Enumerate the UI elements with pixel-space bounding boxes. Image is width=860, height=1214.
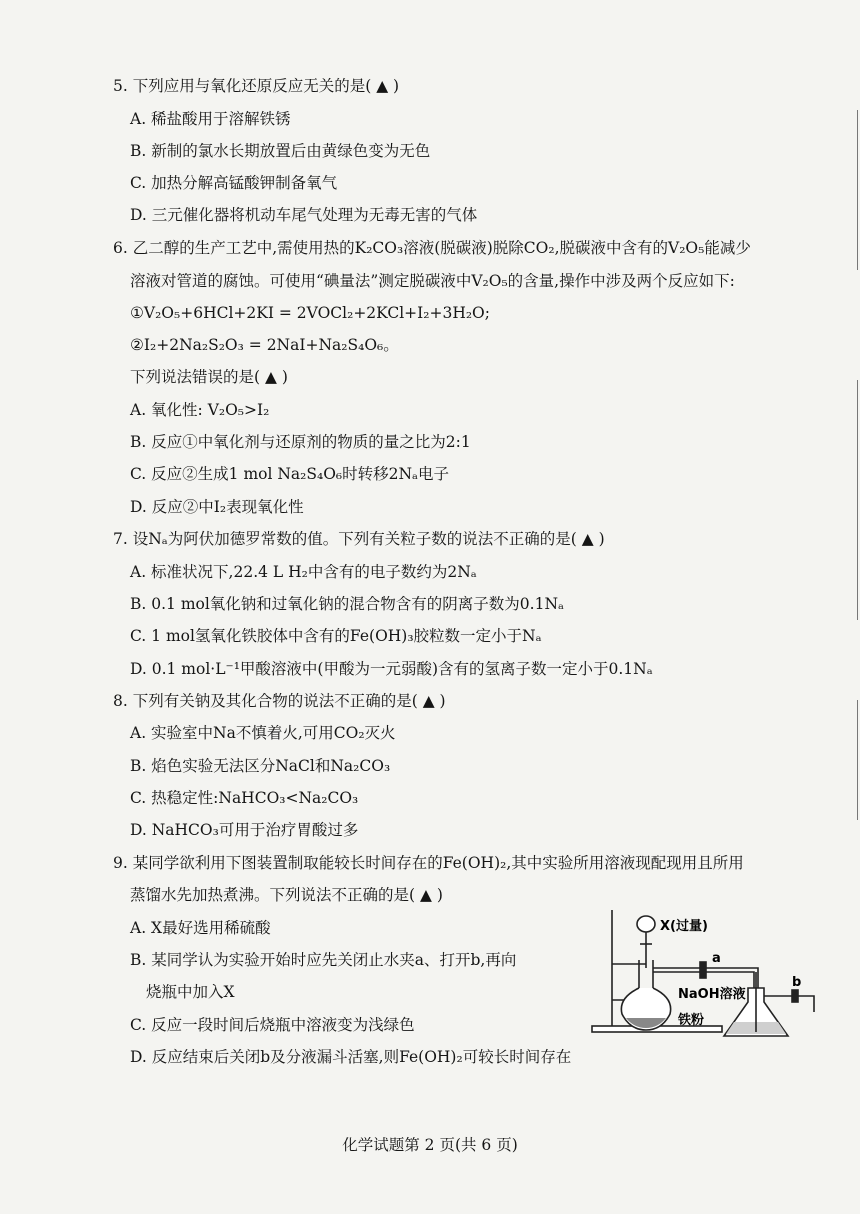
q5-option-d: D. 三元催化器将机动车尾气处理为无毒无害的气体	[130, 206, 478, 224]
apparatus-diagram	[588, 906, 833, 1056]
q6-option-a: A. 氧化性: V₂O₅>I₂	[130, 401, 270, 419]
q5-stem: 5. 下列应用与氧化还原反应无关的是( ▲ )	[113, 77, 400, 95]
q6-option-b: B. 反应①中氧化剂与还原剂的物质的量之比为2:1	[130, 433, 471, 451]
q8-stem: 8. 下列有关钠及其化合物的说法不正确的是( ▲ )	[113, 692, 446, 710]
q6-stem-line2: 溶液对管道的腐蚀。可使用“碘量法”测定脱碳液中V₂O₅的含量,操作中涉及两个反应如下:	[130, 272, 735, 290]
scan-edge-mark	[857, 700, 858, 820]
label-iron-powder: 铁粉	[678, 1013, 705, 1028]
q9-stem-line1: 9. 某同学欲利用下图装置制取能较长时间存在的Fe(OH)₂,其中实验所用溶液现配现用且所用	[113, 854, 744, 872]
q9-option-b: B. 某同学认为实验开始时应先关闭止水夹a、打开b,再向	[130, 951, 517, 969]
q5-option-b: B. 新制的氯水长期放置后由黄绿色变为无色	[130, 142, 431, 160]
q5-option-c: C. 加热分解高锰酸钾制备氧气	[130, 174, 338, 192]
q9-option-d: D. 反应结束后关闭b及分液漏斗活塞,则Fe(OH)₂可较长时间存在	[130, 1048, 572, 1066]
q7-stem: 7. 设Nₐ为阿伏加德罗常数的值。下列有关粒子数的说法不正确的是( ▲ )	[113, 530, 605, 548]
q6-option-c: C. 反应②生成1 mol Na₂S₄O₆时转移2Nₐ电子	[130, 465, 450, 483]
scan-edge-mark	[857, 380, 858, 620]
label-clip-b: b	[792, 975, 802, 990]
q6-option-d: D. 反应②中I₂表现氧化性	[130, 498, 304, 516]
q8-option-b: B. 焰色实验无法区分NaCl和Na₂CO₃	[130, 757, 391, 775]
q7-option-a: A. 标准状况下,22.4 L H₂中含有的电子数约为2Nₐ	[130, 563, 477, 581]
q6-reaction-1: ①V₂O₅+6HCl+2KI = 2VOCl₂+2KCl+I₂+3H₂O;	[130, 304, 490, 322]
q9-option-b-cont: 烧瓶中加入X	[146, 983, 235, 1001]
label-naoh-solution: NaOH溶液	[678, 987, 746, 1002]
q9-stem-line2: 蒸馏水先加热煮沸。下列说法不正确的是( ▲ )	[130, 886, 443, 904]
label-clip-a: a	[712, 951, 721, 966]
q5-option-a: A. 稀盐酸用于溶解铁锈	[130, 110, 291, 128]
q6-stem-line1: 6. 乙二醇的生产工艺中,需使用热的K₂CO₃溶液(脱碳液)脱除CO₂,脱碳液中含有的V₂O₅能减少	[113, 239, 751, 257]
q7-option-b: B. 0.1 mol氧化钠和过氧化钠的混合物含有的阴离子数为0.1Nₐ	[130, 595, 565, 613]
q6-reaction-2: ②I₂+2Na₂S₂O₃ = 2NaI+Na₂S₄O₆。	[130, 336, 399, 354]
q9-option-a: A. X最好选用稀硫酸	[130, 919, 271, 937]
q8-option-a: A. 实验室中Na不慎着火,可用CO₂灭火	[130, 724, 396, 742]
page-footer: 化学试题第 2 页(共 6 页)	[342, 1136, 518, 1154]
q8-option-d: D. NaHCO₃可用于治疗胃酸过多	[130, 821, 359, 839]
q7-option-c: C. 1 mol氢氧化铁胶体中含有的Fe(OH)₃胶粒数一定小于Nₐ	[130, 627, 542, 645]
q9-option-c: C. 反应一段时间后烧瓶中溶液变为浅绿色	[130, 1016, 415, 1034]
scan-edge-mark	[857, 110, 858, 270]
q7-option-d: D. 0.1 mol·L⁻¹甲酸溶液中(甲酸为一元弱酸)含有的氢离子数一定小于0.1Nₐ	[130, 660, 653, 678]
label-x-excess: X(过量)	[660, 919, 708, 934]
q8-option-c: C. 热稳定性:NaHCO₃<Na₂CO₃	[130, 789, 359, 807]
q6-prompt: 下列说法错误的是( ▲ )	[130, 368, 288, 386]
